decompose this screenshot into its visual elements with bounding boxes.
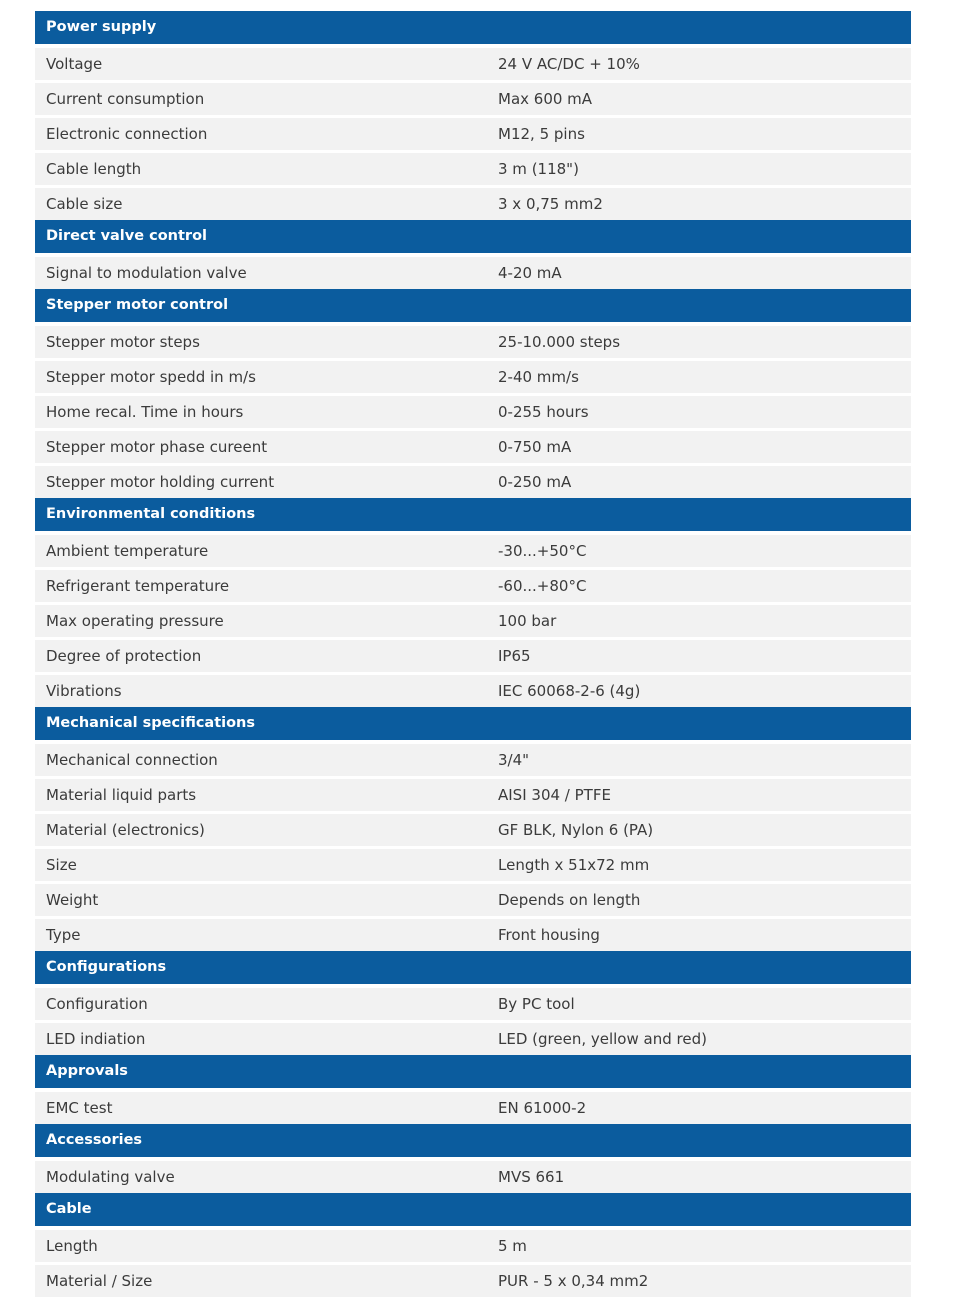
spec-row xyxy=(35,150,911,185)
spec-row xyxy=(35,463,911,498)
spec-row xyxy=(35,44,911,80)
spec-value: GF BLK, Nylon 6 (PA) xyxy=(498,821,654,839)
spec-value: 24 V AC/DC + 10% xyxy=(498,55,640,73)
spec-label: EMC test xyxy=(46,1099,113,1117)
spec-label: Degree of protection xyxy=(46,647,202,665)
spec-row xyxy=(35,740,911,776)
spec-row xyxy=(35,322,911,358)
spec-value: MVS 661 xyxy=(498,1168,565,1186)
spec-label: Refrigerant temperature xyxy=(46,577,230,595)
spec-value: AISI 304 / PTFE xyxy=(498,786,611,804)
spec-label: Home recal. Time in hours xyxy=(46,403,244,421)
spec-label: Stepper motor phase cureent xyxy=(46,438,268,456)
spec-label: Type xyxy=(46,926,81,944)
spec-value: IP65 xyxy=(498,647,531,665)
spec-row xyxy=(35,1157,911,1193)
spec-row xyxy=(35,393,911,428)
spec-label: Mechanical connection xyxy=(46,751,218,769)
spec-row xyxy=(35,567,911,602)
spec-row xyxy=(35,776,911,811)
spec-label: Length xyxy=(46,1237,98,1255)
spec-label: Stepper motor spedd in m/s xyxy=(46,368,256,386)
spec-label: Cable length xyxy=(46,160,142,178)
section-header: Cable xyxy=(35,1193,911,1226)
spec-value: 3 x 0,75 mm2 xyxy=(498,195,603,213)
spec-row xyxy=(35,80,911,115)
spec-row xyxy=(35,1262,911,1297)
spec-row xyxy=(35,916,911,951)
spec-row xyxy=(35,428,911,463)
spec-value: By PC tool xyxy=(498,995,575,1013)
spec-label: Stepper motor holding current xyxy=(46,473,275,491)
spec-label: Size xyxy=(46,856,77,874)
spec-label: Ambient temperature xyxy=(46,542,209,560)
spec-label: Material (electronics) xyxy=(46,821,205,839)
spec-label: Material liquid parts xyxy=(46,786,197,804)
spec-value: 0-250 mA xyxy=(498,473,572,491)
spec-value: M12, 5 pins xyxy=(498,125,585,143)
spec-value: LED (green, yellow and red) xyxy=(498,1030,707,1048)
spec-value: 0-750 mA xyxy=(498,438,572,456)
spec-label: Vibrations xyxy=(46,682,122,700)
spec-row xyxy=(35,1020,911,1055)
spec-value: -60...+80°C xyxy=(498,577,587,595)
spec-row xyxy=(35,358,911,393)
spec-value: Max 600 mA xyxy=(498,90,593,108)
spec-label: Current consumption xyxy=(46,90,205,108)
spec-row xyxy=(35,115,911,150)
spec-label: Electronic connection xyxy=(46,125,208,143)
spec-row xyxy=(35,531,911,567)
spec-label: Voltage xyxy=(46,55,103,73)
section-header: Mechanical specifications xyxy=(35,707,911,740)
spec-row xyxy=(35,846,911,881)
spec-value: IEC 60068-2-6 (4g) xyxy=(498,682,641,700)
spec-row xyxy=(35,253,911,289)
spec-row xyxy=(35,602,911,637)
spec-row xyxy=(35,984,911,1020)
spec-row xyxy=(35,881,911,916)
spec-row xyxy=(35,1226,911,1262)
spec-value: Depends on length xyxy=(498,891,641,909)
section-header: Configurations xyxy=(35,951,911,984)
spec-row xyxy=(35,1088,911,1124)
spec-value: 100 bar xyxy=(498,612,557,630)
spec-label: Modulating valve xyxy=(46,1168,175,1186)
spec-value: 4-20 mA xyxy=(498,264,562,282)
spec-row xyxy=(35,672,911,707)
section-header: Environmental conditions xyxy=(35,498,911,531)
section-header: Accessories xyxy=(35,1124,911,1157)
spec-row xyxy=(35,811,911,846)
spec-value: 3/4" xyxy=(498,751,530,769)
spec-value: EN 61000-2 xyxy=(498,1099,587,1117)
spec-label: Max operating pressure xyxy=(46,612,224,630)
section-header: Direct valve control xyxy=(35,220,911,253)
section-header: Approvals xyxy=(35,1055,911,1088)
section-header: Stepper motor control xyxy=(35,289,911,322)
spec-value: -30...+50°C xyxy=(498,542,587,560)
spec-table xyxy=(35,11,911,1297)
spec-label: LED indiation xyxy=(46,1030,146,1048)
spec-label: Cable size xyxy=(46,195,123,213)
spec-label: Configuration xyxy=(46,995,148,1013)
spec-row xyxy=(35,185,911,220)
section-header: Power supply xyxy=(35,11,911,44)
spec-label: Signal to modulation valve xyxy=(46,264,247,282)
spec-value: PUR - 5 x 0,34 mm2 xyxy=(498,1272,649,1290)
spec-label: Material / Size xyxy=(46,1272,153,1290)
spec-value: Length x 51x72 mm xyxy=(498,856,650,874)
spec-value: Front housing xyxy=(498,926,600,944)
spec-label: Stepper motor steps xyxy=(46,333,200,351)
spec-row xyxy=(35,637,911,672)
spec-value: 5 m xyxy=(498,1237,527,1255)
spec-value: 0-255 hours xyxy=(498,403,589,421)
spec-value: 2-40 mm/s xyxy=(498,368,579,386)
spec-value: 3 m (118") xyxy=(498,160,579,178)
spec-value: 25-10.000 steps xyxy=(498,333,621,351)
spec-label: Weight xyxy=(46,891,99,909)
